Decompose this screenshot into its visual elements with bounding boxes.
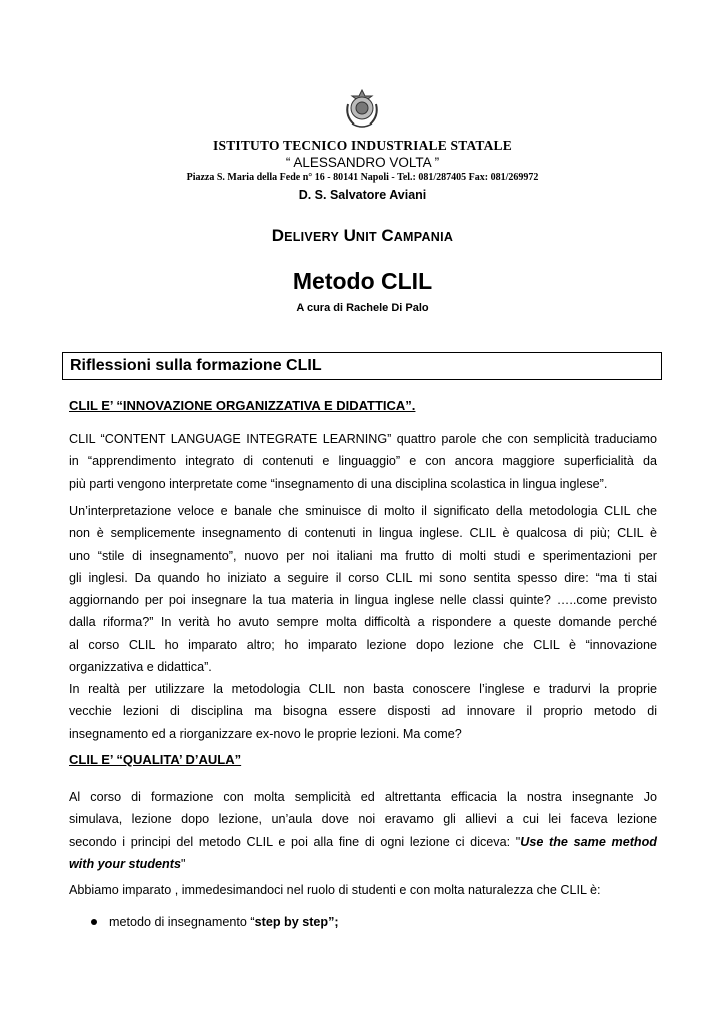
school-director: D. S. Salvatore Aviani: [298, 188, 427, 202]
delivery-unit-heading: DELIVERY UNIT CAMPANIA: [271, 226, 454, 245]
school-name: ISTITUTO TECNICO INDUSTRIALE STATALE: [213, 138, 512, 153]
paragraph-5: Abbiamo imparato , immedesimandoci nel ruolo di studenti e con molta naturalezza che CLIL è:: [69, 883, 601, 897]
bullet-item-step-by-step: metodo di insegnamento “step by step”;: [91, 915, 339, 929]
republic-emblem-icon: [342, 86, 382, 130]
paragraph-1: CLIL “CONTENT LANGUAGE INTEGRATE LEARNING” quattro parole che con semplicità traduciamo in “apprendimento integrato di contenuti e linguaggio” e con ancora maggiore superficialità da più parti vengono interpretate come “insegnamento di una disciplina scolastica in lingua inglese”.: [69, 432, 657, 491]
section-heading-innovazione: CLIL E’ “INNOVAZIONE ORGANIZZATIVA E DIDATTICA”.: [69, 398, 416, 413]
paragraph-4: Al corso di formazione con molta semplicità ed altrettanta efficacia la nostra insegnante Jo simulava, lezione dopo lezione, un’aula dove noi eravamo gli allievi a cui lei faceva lezione secondo i principi del metodo CLIL e poi alla fine di ogni lezione ci diceva: "Use the same method with your students": [69, 790, 657, 871]
bullet-icon: [91, 919, 97, 925]
school-subname: “ ALESSANDRO VOLTA ”: [285, 155, 440, 170]
school-address: Piazza S. Maria della Fede n° 16 - 80141 Napoli - Tel.: 081/287405 Fax: 081/269972: [186, 172, 539, 183]
paragraph-2: Un’interpretazione veloce e banale che sminuisce di molto il significato della metodologia CLIL che non è semplicemente insegnamento di contenuti in lingua inglese. CLIL è qualcosa di più; CLIL è uno “stile di insegnamento”, nuovo per noi italiani ma frutto di molti studi e sperimentazioni per gli inglesi. Da quando ho iniziato a seguire il corso CLIL mi sono sentita spesso dire: “ma ti stai aggiornando per poi insegnare la tua materia in lingua inglese nelle classi quinte? …..come previsto dalla riforma?” In verità ho avuto sempre molta difficoltà a rispondere a queste domande perché al corso CLIL ho imparato altro; ho imparato lezione dopo lezione che CLIL è “innovazione organizzativa e didattica”.: [69, 504, 657, 675]
document-author: A cura di Rachele Di Palo: [296, 302, 429, 314]
section-heading-qualita: CLIL E’ “QUALITA’ D’AULA”: [69, 752, 242, 767]
document-title: Metodo CLIL: [292, 268, 433, 294]
paragraph-3: In realtà per utilizzare la metodologia CLIL non basta conoscere l’inglese e tradurvi la proprie vecchie lezioni di disciplina ma bisogna essere disposti ad innovare il proprio metodo di insegnamento ed a riorganizzare ex-novo le proprie lezioni. Ma come?: [69, 682, 657, 741]
boxed-heading: Riflessioni sulla formazione CLIL: [62, 352, 662, 380]
